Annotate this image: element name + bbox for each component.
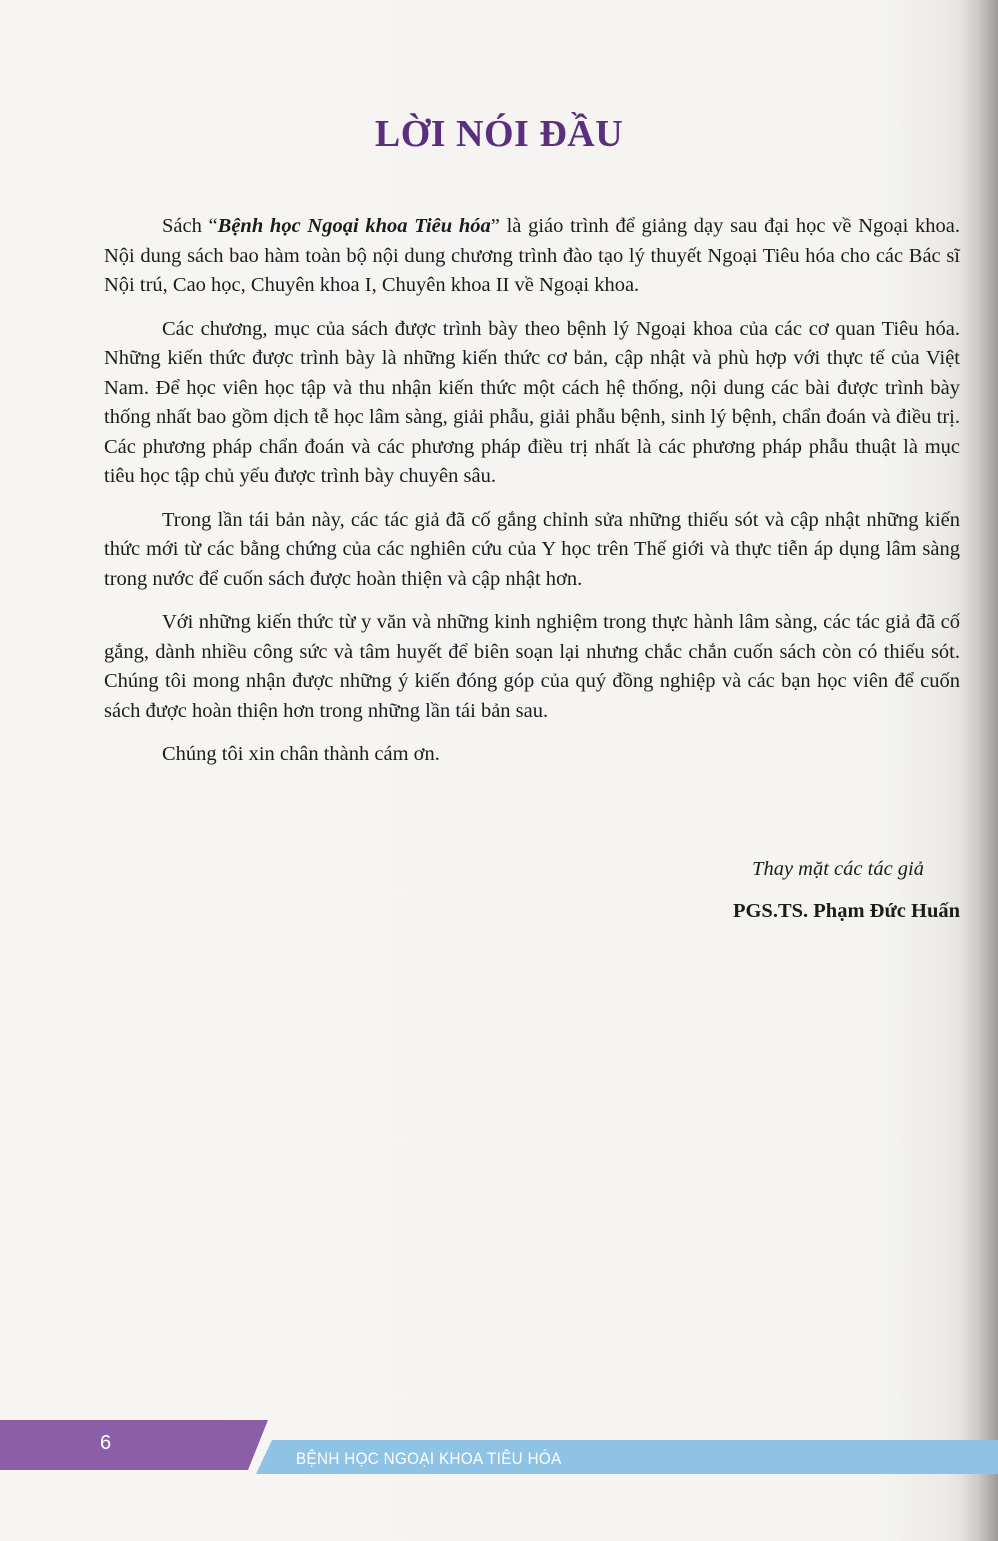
preface-body <box>104 212 960 784</box>
paragraph-3: Trong lần tái bản này, các tác giả đã cố gắng chỉnh sửa những thiếu sót và cập nhật những kiến thức mới từ các bằng chứng của các nghiên cứu của Y học trên Thế giới và thực tiễn áp dụng lâm sàng trong nước để cuốn sách được hoàn thiện và cập nhật hơn. <box>104 508 960 590</box>
footer-book-title: BỆNH HỌC NGOẠI KHOA TIÊU HÓA <box>296 1450 562 1468</box>
paragraph-1 <box>104 212 960 301</box>
paragraph-1-rest: ” là giáo trình để giảng dạy sau đại học về Ngoại khoa. Nội dung sách bao hàm toàn bộ nội dung chương trình đào tạo lý thuyết Ngoại Tiêu hóa cho các Bác sĩ Nội trú, Cao học, Chuyên khoa I, Chuyên khoa II về Ngoại khoa. <box>104 215 960 296</box>
page-number: 6 <box>100 1432 112 1454</box>
page-title: LỜI NÓI ĐẦU <box>374 113 624 155</box>
spine-shadow <box>962 0 998 1541</box>
paragraph-1-intro: Sách “ <box>162 215 218 237</box>
signature-name: PGS.TS. Phạm Đức Huấn <box>732 900 960 922</box>
paragraph-5: Chúng tôi xin chân thành cám ơn. <box>162 743 440 765</box>
paragraph-4: Với những kiến thức từ y văn và những kinh nghiệm trong thực hành lâm sàng, các tác giả đã cố gắng, dành nhiều công sức và tâm huyết để biên soạn lại nhưng chắc chắn cuốn sách còn có thiếu sót. Chúng tôi mong nhận được những ý kiến đóng góp của quý đồng nghiệp và các bạn học viên để cuốn sách được hoàn thiện hơn trong những lần tái bản sau. <box>104 611 960 722</box>
signature-role: Thay mặt các tác giả <box>752 858 924 880</box>
paragraph-2: Các chương, mục của sách được trình bày theo bệnh lý Ngoại khoa của các cơ quan Tiêu hóa. Những kiến thức được trình bày là những kiến thức cơ bản, cập nhật và phù hợp với thực tế của Việt Nam. Để học viên học tập và thu nhận kiến thức một cách hệ thống, nội dung các bài được trình bày thống nhất bao gồm dịch tễ học lâm sàng, giải phẫu, giải phẫu bệnh, sinh lý bệnh, chẩn đoán và điều trị. Các phương pháp chẩn đoán và các phương pháp điều trị nhất là các phương pháp phẫu thuật là mục tiêu học tập chủ yếu được trình bày chuyên sâu. <box>104 317 960 487</box>
book-title-inline: Bệnh học Ngoại khoa Tiêu hóa <box>217 215 491 237</box>
footer-purple-band <box>0 1420 268 1470</box>
